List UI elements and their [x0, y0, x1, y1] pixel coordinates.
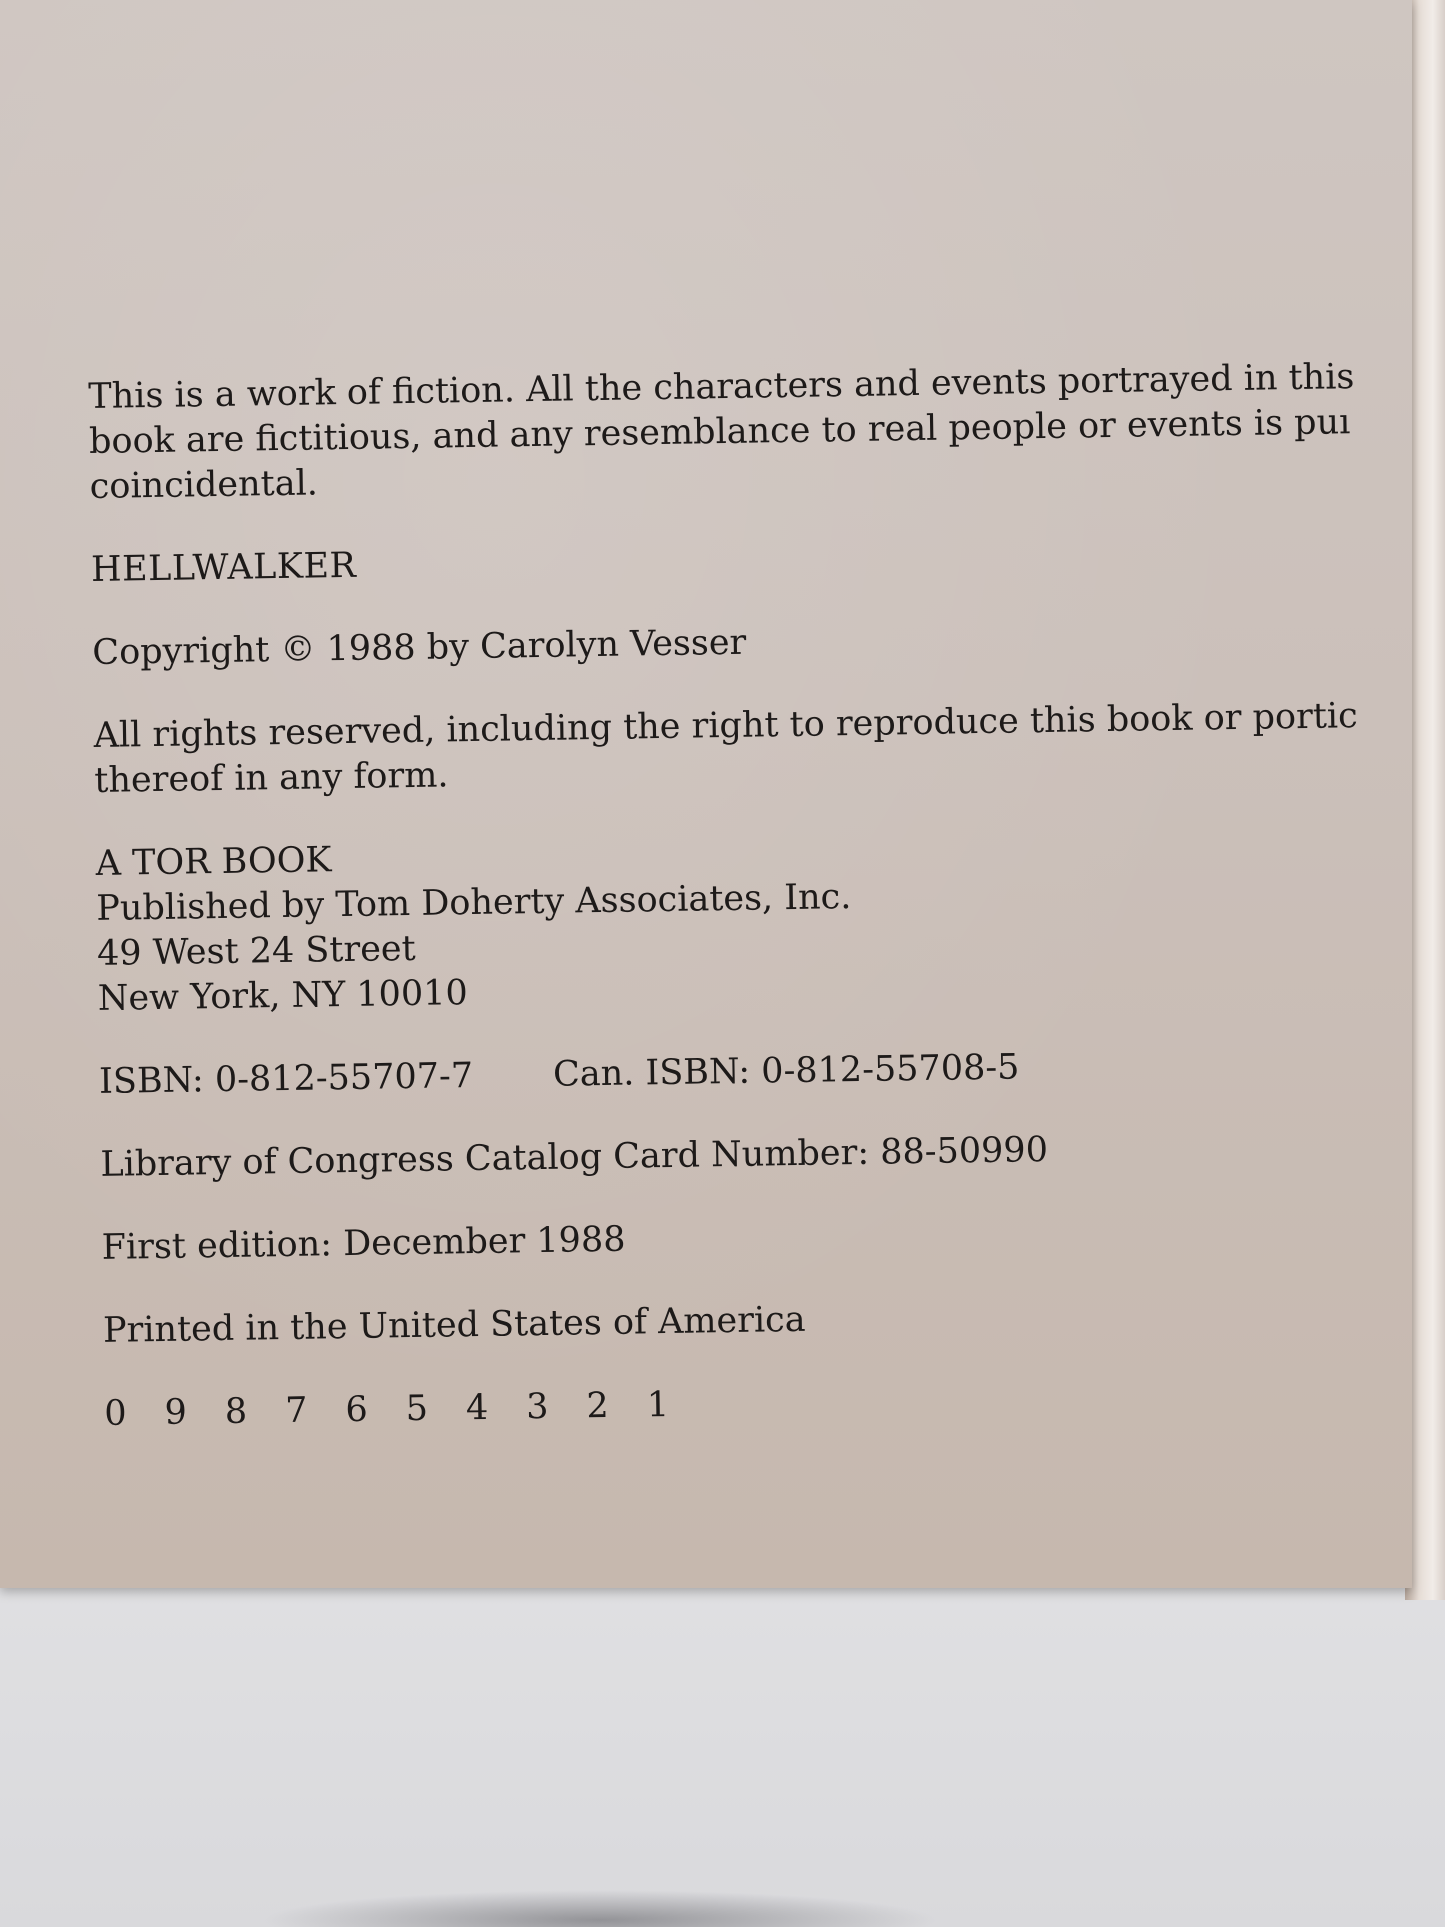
- bottom-shadow: [260, 1890, 940, 1927]
- printed-in: Printed in the United States of America: [102, 1299, 806, 1351]
- imprint: A TOR BOOK: [95, 840, 332, 884]
- printing-digit: 1: [646, 1385, 670, 1426]
- rights-line: All rights reserved, including the right to reproduce this book or portic: [93, 696, 1358, 756]
- rights-notice: [93, 694, 1374, 804]
- fiction-notice-line: coincidental.: [89, 463, 319, 507]
- isbn-us: ISBN: 0-812-55707-7: [98, 1056, 474, 1102]
- printing-digit: 6: [345, 1389, 369, 1431]
- printing-digit: 9: [164, 1392, 188, 1433]
- first-edition: First edition: December 1988: [101, 1219, 626, 1268]
- fiction-notice: [88, 355, 1370, 510]
- library-of-congress: Library of Congress Catalog Card Number: 88-50990: [100, 1130, 1049, 1185]
- book-title: HELLWALKER: [90, 545, 357, 590]
- copyright-line: Copyright © 1988 by Carolyn Vesser: [92, 622, 747, 673]
- printing-digit: 3: [525, 1386, 549, 1428]
- publisher-city: New York, NY 10010: [97, 973, 469, 1019]
- printing-digit: 0: [104, 1393, 127, 1434]
- printing-digit: 7: [284, 1390, 308, 1432]
- fiction-notice-line: This is a work of fiction. All the characters and events portrayed in this: [88, 357, 1355, 417]
- publisher-block: [95, 822, 1378, 1022]
- printing-digit: 8: [224, 1391, 248, 1432]
- isbn-row: [99, 1040, 1380, 1105]
- printing-digit: 4: [465, 1387, 489, 1429]
- printing-line: [104, 1372, 1385, 1437]
- publisher-street: 49 West 24 Street: [96, 928, 416, 974]
- rights-line: thereof in any form.: [94, 755, 449, 801]
- isbn-canada: Can. ISBN: 0-812-55708-5: [552, 1047, 1020, 1095]
- printing-digit: 5: [405, 1388, 429, 1430]
- copyright-text-block: [88, 355, 1385, 1437]
- fiction-notice-line: book are fictitious, and any resemblance to real people or events is puı: [88, 402, 1351, 462]
- printing-digit: 2: [586, 1385, 610, 1427]
- publisher-name: Published by Tom Doherty Associates, Inc.: [96, 877, 852, 929]
